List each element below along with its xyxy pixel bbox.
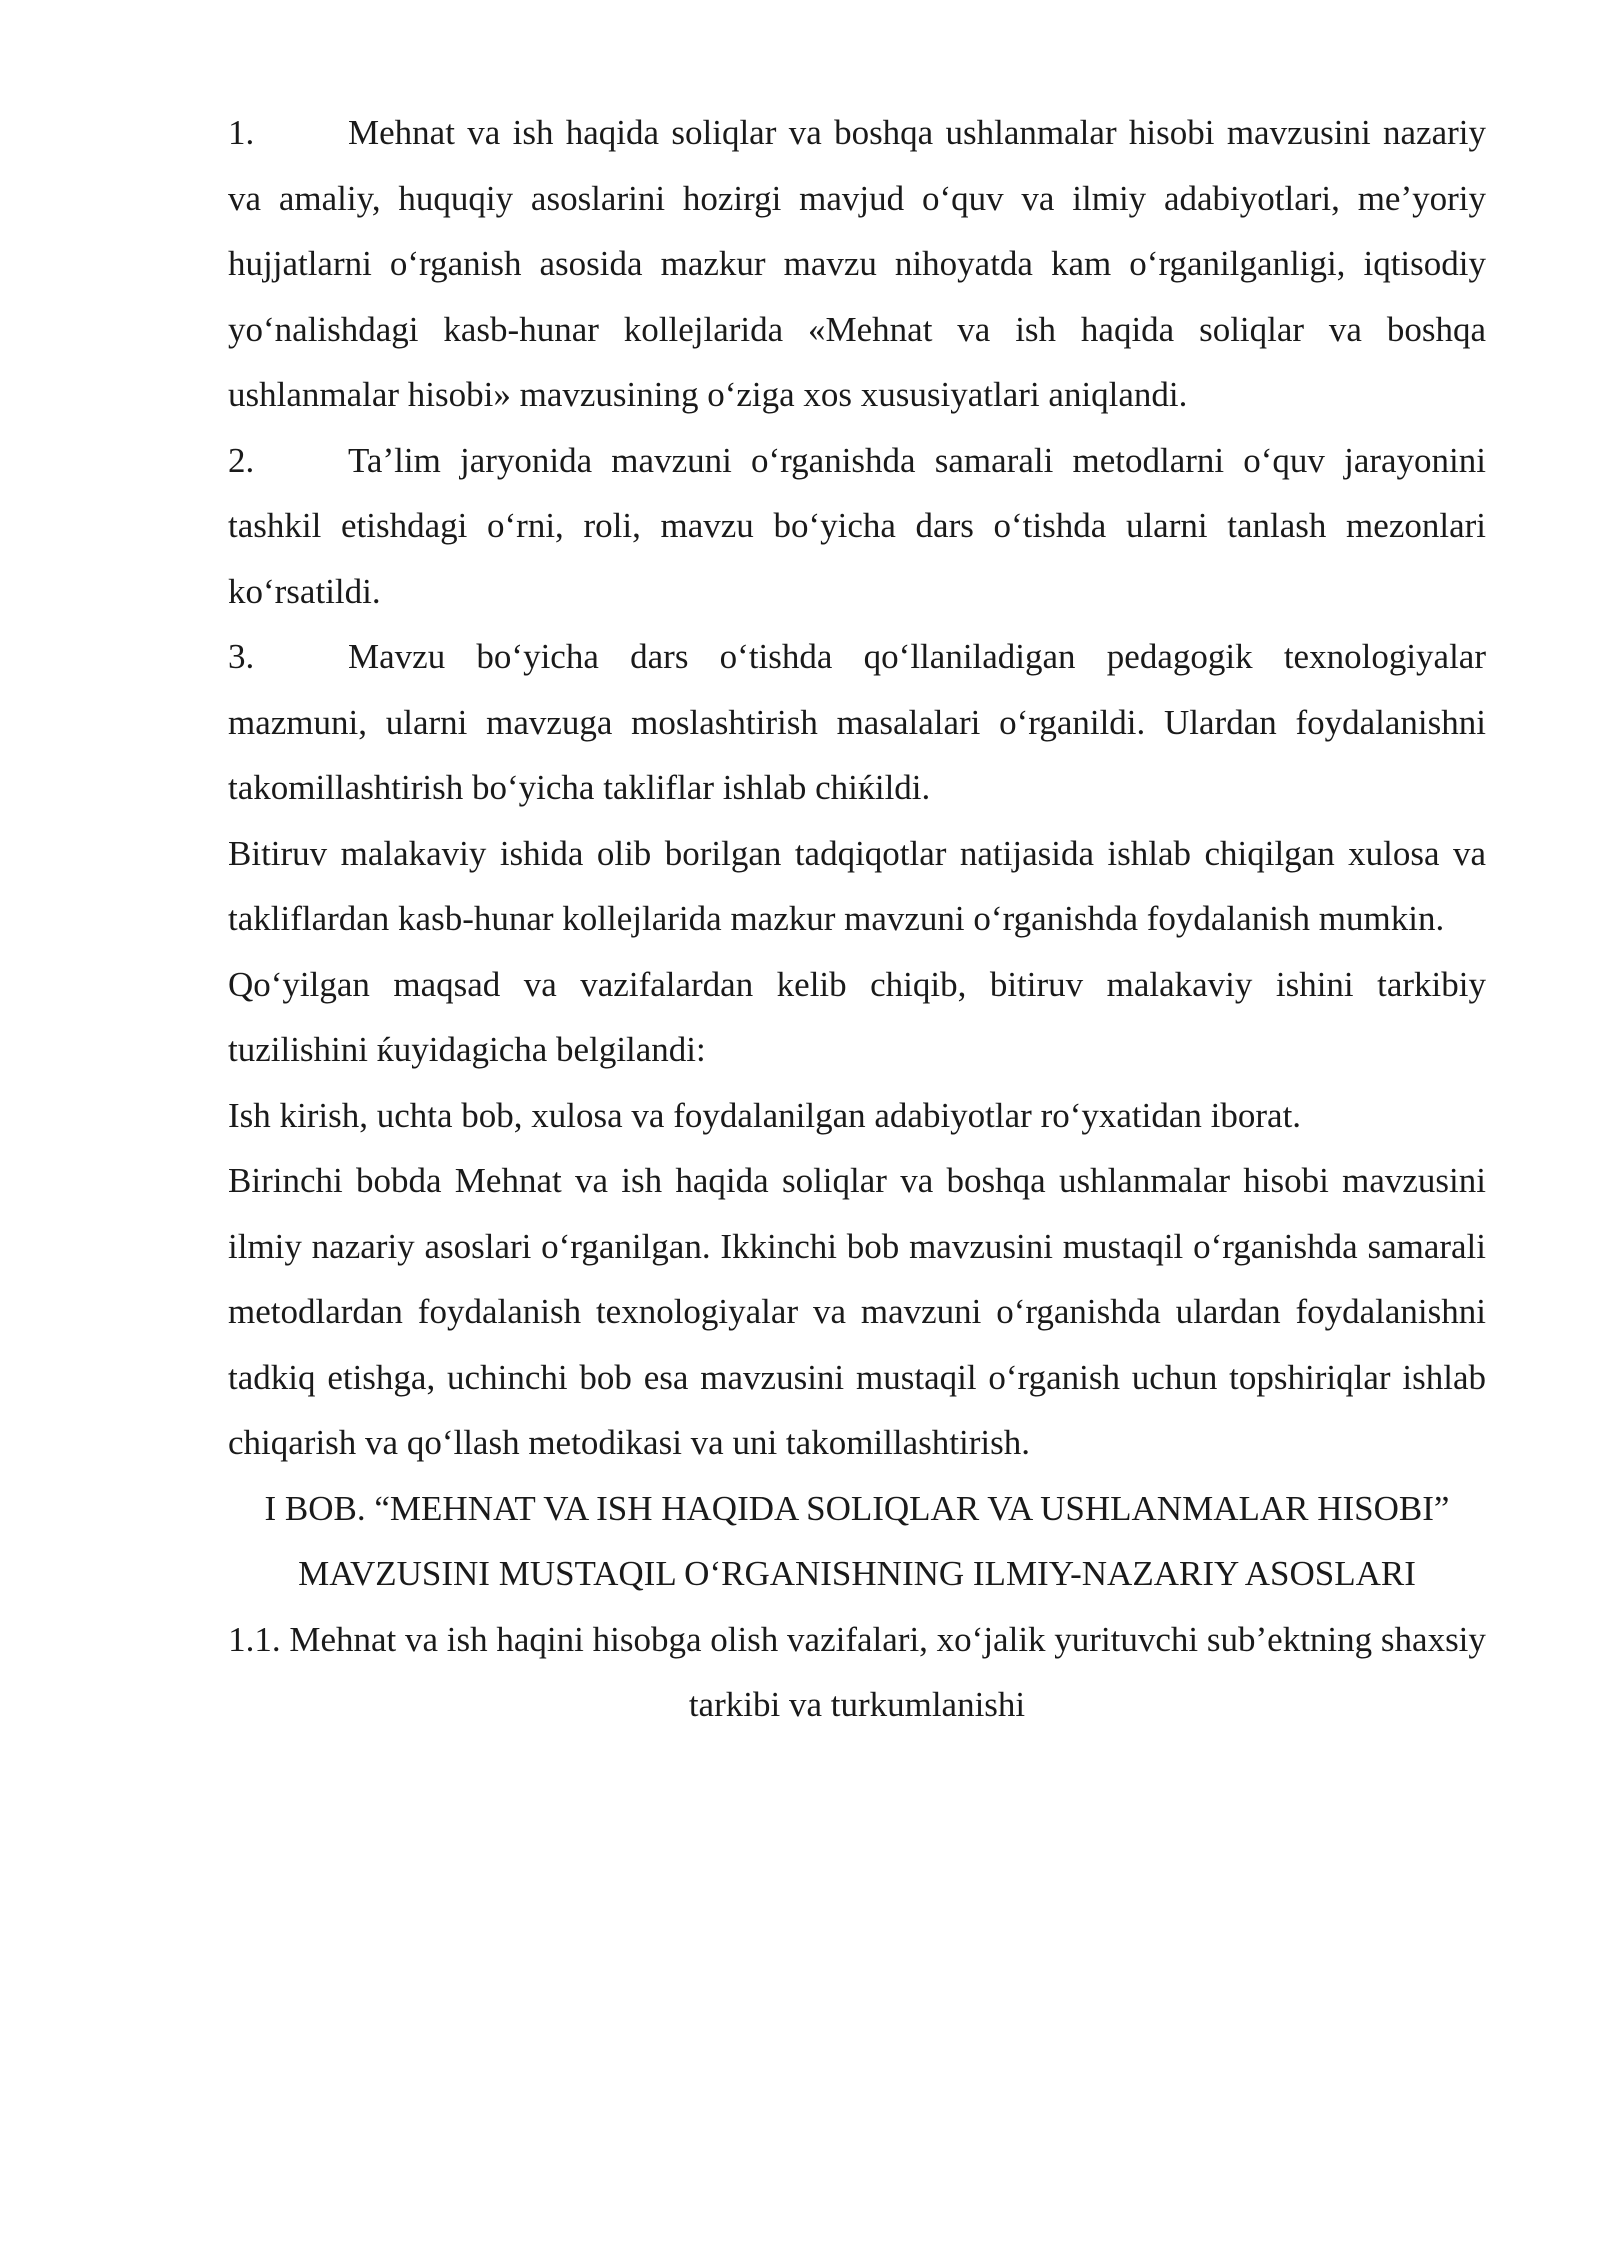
paragraph-text: Mavzu boʻyicha dars oʻtishda qoʻllaniladigan pedagogik texnologiyalar mazmuni, ularni mavzuga moslashtirish masalalari oʻrganildi. Ulardan foydalanishni takomillashtirish boʻyicha takliflar ishlab chiќildi. bbox=[228, 637, 1486, 807]
chapter-title: I BOB. “MEHNAT VA ISH HAQIDA SOLIQLAR VA USHLANMALAR HISOBI” MAVZUSINI MUSTAQIL OʻRGANISHNING ILMIY-NAZARIY ASOSLARI bbox=[264, 1488, 1450, 1593]
paragraph-number: 3. bbox=[228, 637, 255, 676]
document-page bbox=[228, 100, 1486, 1738]
section-title: 1.1. Mehnat va ish haqini hisobga olish vazifalari, xoʻjalik yurituvchi subʼektning shaxsiy tarkibi va turkumlanishi bbox=[228, 1619, 1486, 1724]
numbered-paragraph-1 bbox=[228, 100, 1486, 428]
paragraph-text: Taʼlim jaryonida mavzuni oʻrganishda samarali metodlarni oʻquv jarayonini tashkil etishdagi oʻrni, roli, mavzu boʻyicha dars oʻtishda ularni tanlash mezonlari koʻrsatildi. bbox=[228, 440, 1486, 611]
numbered-paragraph-3 bbox=[228, 624, 1486, 821]
body-paragraph-conclusions: Bitiruv malakaviy ishida olib borilgan tadqiqotlar natijasida ishlab chiqilgan xulosa va takliflardan kasb-hunar kollejlarida mazkur mavzuni oʻrganishda foydalanish mumkin. bbox=[228, 833, 1486, 938]
paragraph-text: Mehnat va ish haqida soliqlar va boshqa ushlanmalar hisobi mavzusini nazariy va amaliy, huquqiy asoslarini hozirgi mavjud oʻquv va ilmiy adabiyotlari, meʼyoriy hujjatlarni oʻrganish asosida mazkur mavzu nihoyatda kam oʻrganilganligi, iqtisodiy yoʻnalishdagi kasb-hunar kollejlarida «Mehnat va ish haqida soliqlar va boshqa ushlanmalar hisobi» mavzusining oʻziga xos xususiyatlari aniqlandi. bbox=[228, 113, 1486, 414]
paragraph-number: 2. bbox=[228, 440, 255, 480]
numbered-paragraph-2 bbox=[228, 428, 1486, 625]
body-paragraph-chapters: Birinchi bobda Mehnat va ish haqida soliqlar va boshqa ushlanmalar hisobi mavzusini ilmiy nazariy asoslari oʻrganilgan. Ikkinchi bob mavzusini mustaqil oʻrganishda samarali metodlardan foydalanish texnologiyalar va mavzuni oʻrganishda ulardan foydalanishni tadkiq etishga, uchinchi bob esa mavzusini mustaqil oʻrganish uchun topshiriqlar ishlab chiqarish va qoʻllash metodikasi va uni takomillashtirish. bbox=[228, 1161, 1486, 1462]
paragraph-number: 1. bbox=[228, 113, 255, 152]
body-paragraph-contents: Ish kirish, uchta bob, xulosa va foydalanilgan adabiyotlar roʻyxatidan iborat. bbox=[228, 1095, 1302, 1135]
body-paragraph-structure: Qoʻyilgan maqsad va vazifalardan kelib chiqib, bitiruv malakaviy ishini tarkibiy tuzilishini ќuyidagicha belgilandi: bbox=[228, 964, 1486, 1069]
